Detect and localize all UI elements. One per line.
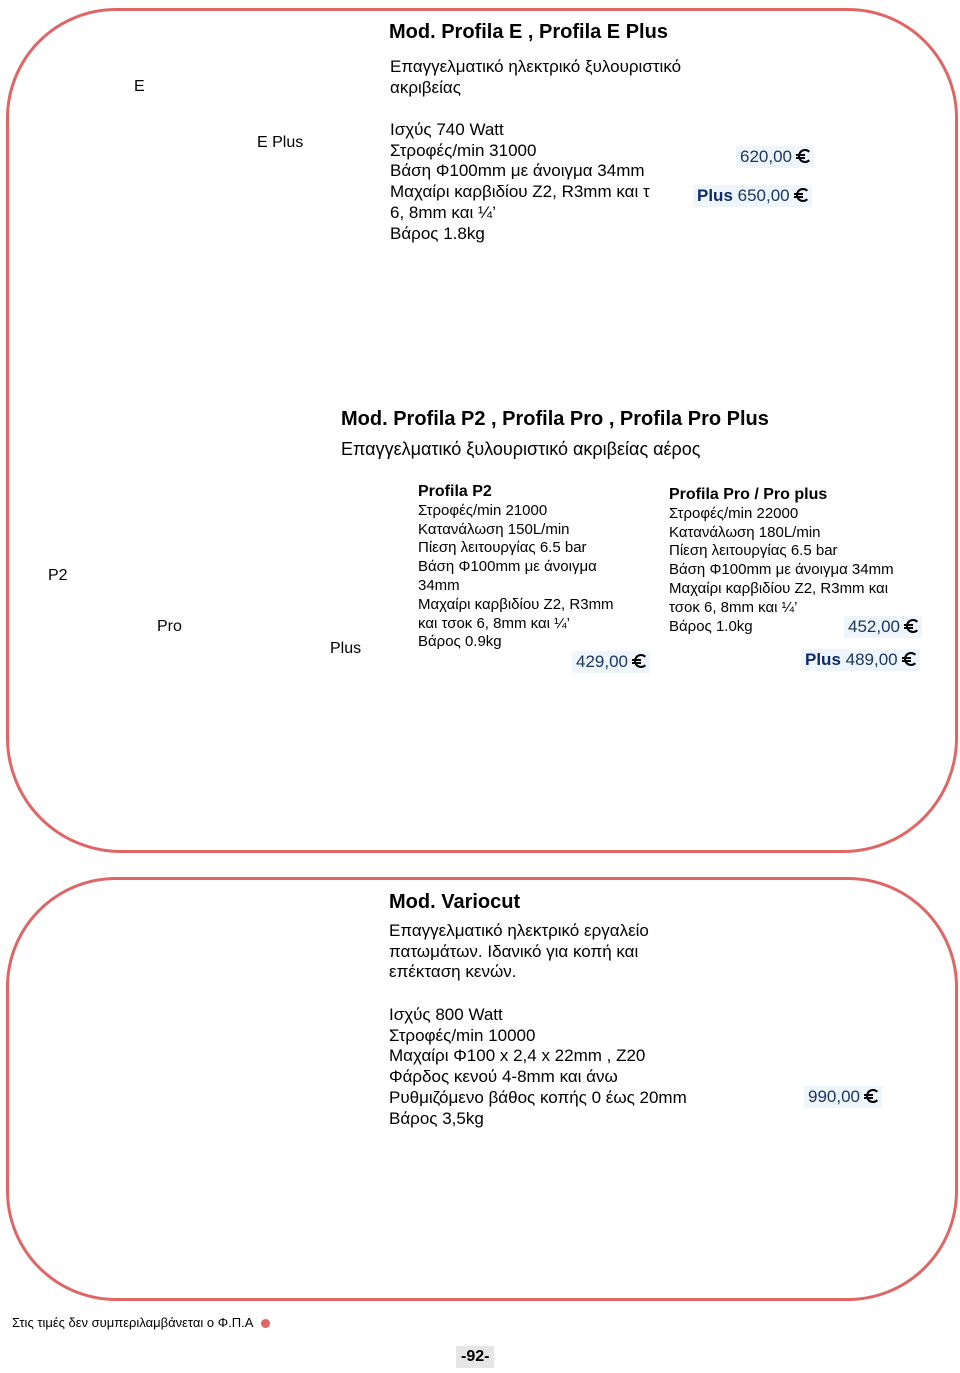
model-label-plus: Plus: [330, 640, 362, 657]
section3-specs: [389, 1005, 687, 1129]
price-value: 990,00: [808, 1087, 860, 1106]
price-plus-prefix: Plus: [697, 186, 733, 205]
spec-line: Βάρος 0.9kg: [418, 633, 502, 651]
section1-title: Mod. Profila E , Profila E Plus: [389, 21, 668, 43]
euro-icon: [865, 1089, 878, 1103]
spec-line: Στροφές/min 10000: [389, 1025, 536, 1045]
spec-line: Μαχαίρι Φ100 x 2,4 x 22mm , Z20: [389, 1046, 646, 1066]
price-value: 620,00: [740, 147, 792, 166]
spec-line: Ισχύς 800 Watt: [389, 1005, 503, 1024]
price-e: [736, 146, 814, 168]
section2-title: Mod. Profila P2 , Profila Pro , Profila Pro Plus: [341, 408, 769, 430]
pro-heading: Profila Pro / Pro plus: [669, 486, 828, 503]
section2-description: Επαγγελματικό ξυλουριστικό ακριβείας αέρος: [341, 439, 701, 459]
bullet-icon: [261, 1319, 270, 1328]
spec-line: Στροφές/min 21000: [418, 501, 548, 519]
spec-line: Βάση Φ100mm με άνοιγμα: [418, 558, 597, 576]
price-value: 489,00: [845, 650, 898, 669]
euro-icon: [903, 652, 916, 666]
spec-line: Ισχύς 740 Watt: [390, 120, 504, 139]
spec-line: Μαχαίρι καρβιδίου Z2, R3mm και τ: [390, 182, 650, 202]
price-p2: [572, 651, 650, 673]
spec-line: 34mm: [418, 576, 460, 594]
price-pro: [844, 616, 922, 638]
description-line: ακριβείας: [390, 77, 461, 97]
pro-spec-block: [669, 486, 894, 636]
spec-line: Βάση Φ100mm με άνοιγμα 34mm: [669, 561, 894, 579]
model-label-e: E: [134, 78, 145, 95]
section1-specs: [390, 120, 650, 244]
model-label-pro: Pro: [157, 618, 182, 635]
price-value: 650,00: [737, 186, 790, 205]
description-line: Επαγγελματικό ηλεκτρικό εργαλείο: [389, 921, 649, 940]
spec-line: Βάρος 1.0kg: [669, 617, 753, 635]
spec-line: Πίεση λειτουργίας 6.5 bar: [418, 539, 587, 557]
spec-line: Κατανάλωση 150L/min: [418, 520, 570, 538]
p2-heading: Profila P2: [418, 483, 492, 500]
spec-line: τσοκ 6, 8mm και ¼’: [669, 598, 798, 616]
price-pro-plus: [801, 649, 920, 671]
price-value: 452,00: [848, 617, 900, 636]
price-variocut: [804, 1086, 882, 1108]
section3-description: [389, 921, 649, 983]
euro-icon: [905, 619, 918, 633]
spec-line: Φάρδος κενού 4-8mm και άνω: [389, 1067, 618, 1087]
p2-spec-block: [418, 483, 614, 652]
spec-line: Στροφές/min 22000: [669, 504, 799, 522]
euro-icon: [633, 654, 646, 668]
euro-icon: [797, 149, 810, 163]
section3-title: Mod. Variocut: [389, 891, 521, 913]
model-label-p2: P2: [48, 567, 68, 584]
price-plus-prefix: Plus: [805, 650, 841, 669]
spec-line: Μαχαίρι καρβιδίου Z2, R3mm: [418, 595, 614, 613]
spec-line: Βάρος 3,5kg: [389, 1108, 484, 1128]
spec-line: Βάση Φ100mm με άνοιγμα 34mm: [390, 161, 645, 181]
price-e-plus: [693, 185, 812, 207]
section1-description: [390, 57, 681, 98]
spec-line: και τσοκ 6, 8mm και ¼’: [418, 614, 570, 632]
spec-line: Ρυθμιζόμενο βάθος κοπής 0 έως 20mm: [389, 1087, 687, 1107]
description-line: Επαγγελματικό ηλεκτρικό ξυλουριστικό: [390, 57, 682, 76]
spec-line: Στροφές/min 31000: [390, 140, 537, 160]
euro-icon: [795, 188, 808, 202]
spec-line: Βάρος 1.8kg: [390, 223, 485, 243]
spec-line: Κατανάλωση 180L/min: [669, 523, 821, 541]
spec-line: 6, 8mm και ¼’: [390, 202, 496, 222]
description-line: πατωμάτων. Ιδανικό για κοπή και: [389, 941, 639, 961]
model-label-e-plus: E Plus: [257, 134, 304, 151]
spec-line: Πίεση λειτουργίας 6.5 bar: [669, 542, 838, 560]
price-value: 429,00: [576, 652, 628, 671]
spec-line: Μαχαίρι καρβιδίου Z2, R3mm και: [669, 579, 889, 597]
vat-note: Στις τιμές δεν συμπεριλαμβάνεται ο Φ.Π.Α: [12, 1315, 254, 1330]
description-line: επέκταση κενών.: [389, 962, 517, 982]
page-number: -92-: [456, 1346, 494, 1368]
